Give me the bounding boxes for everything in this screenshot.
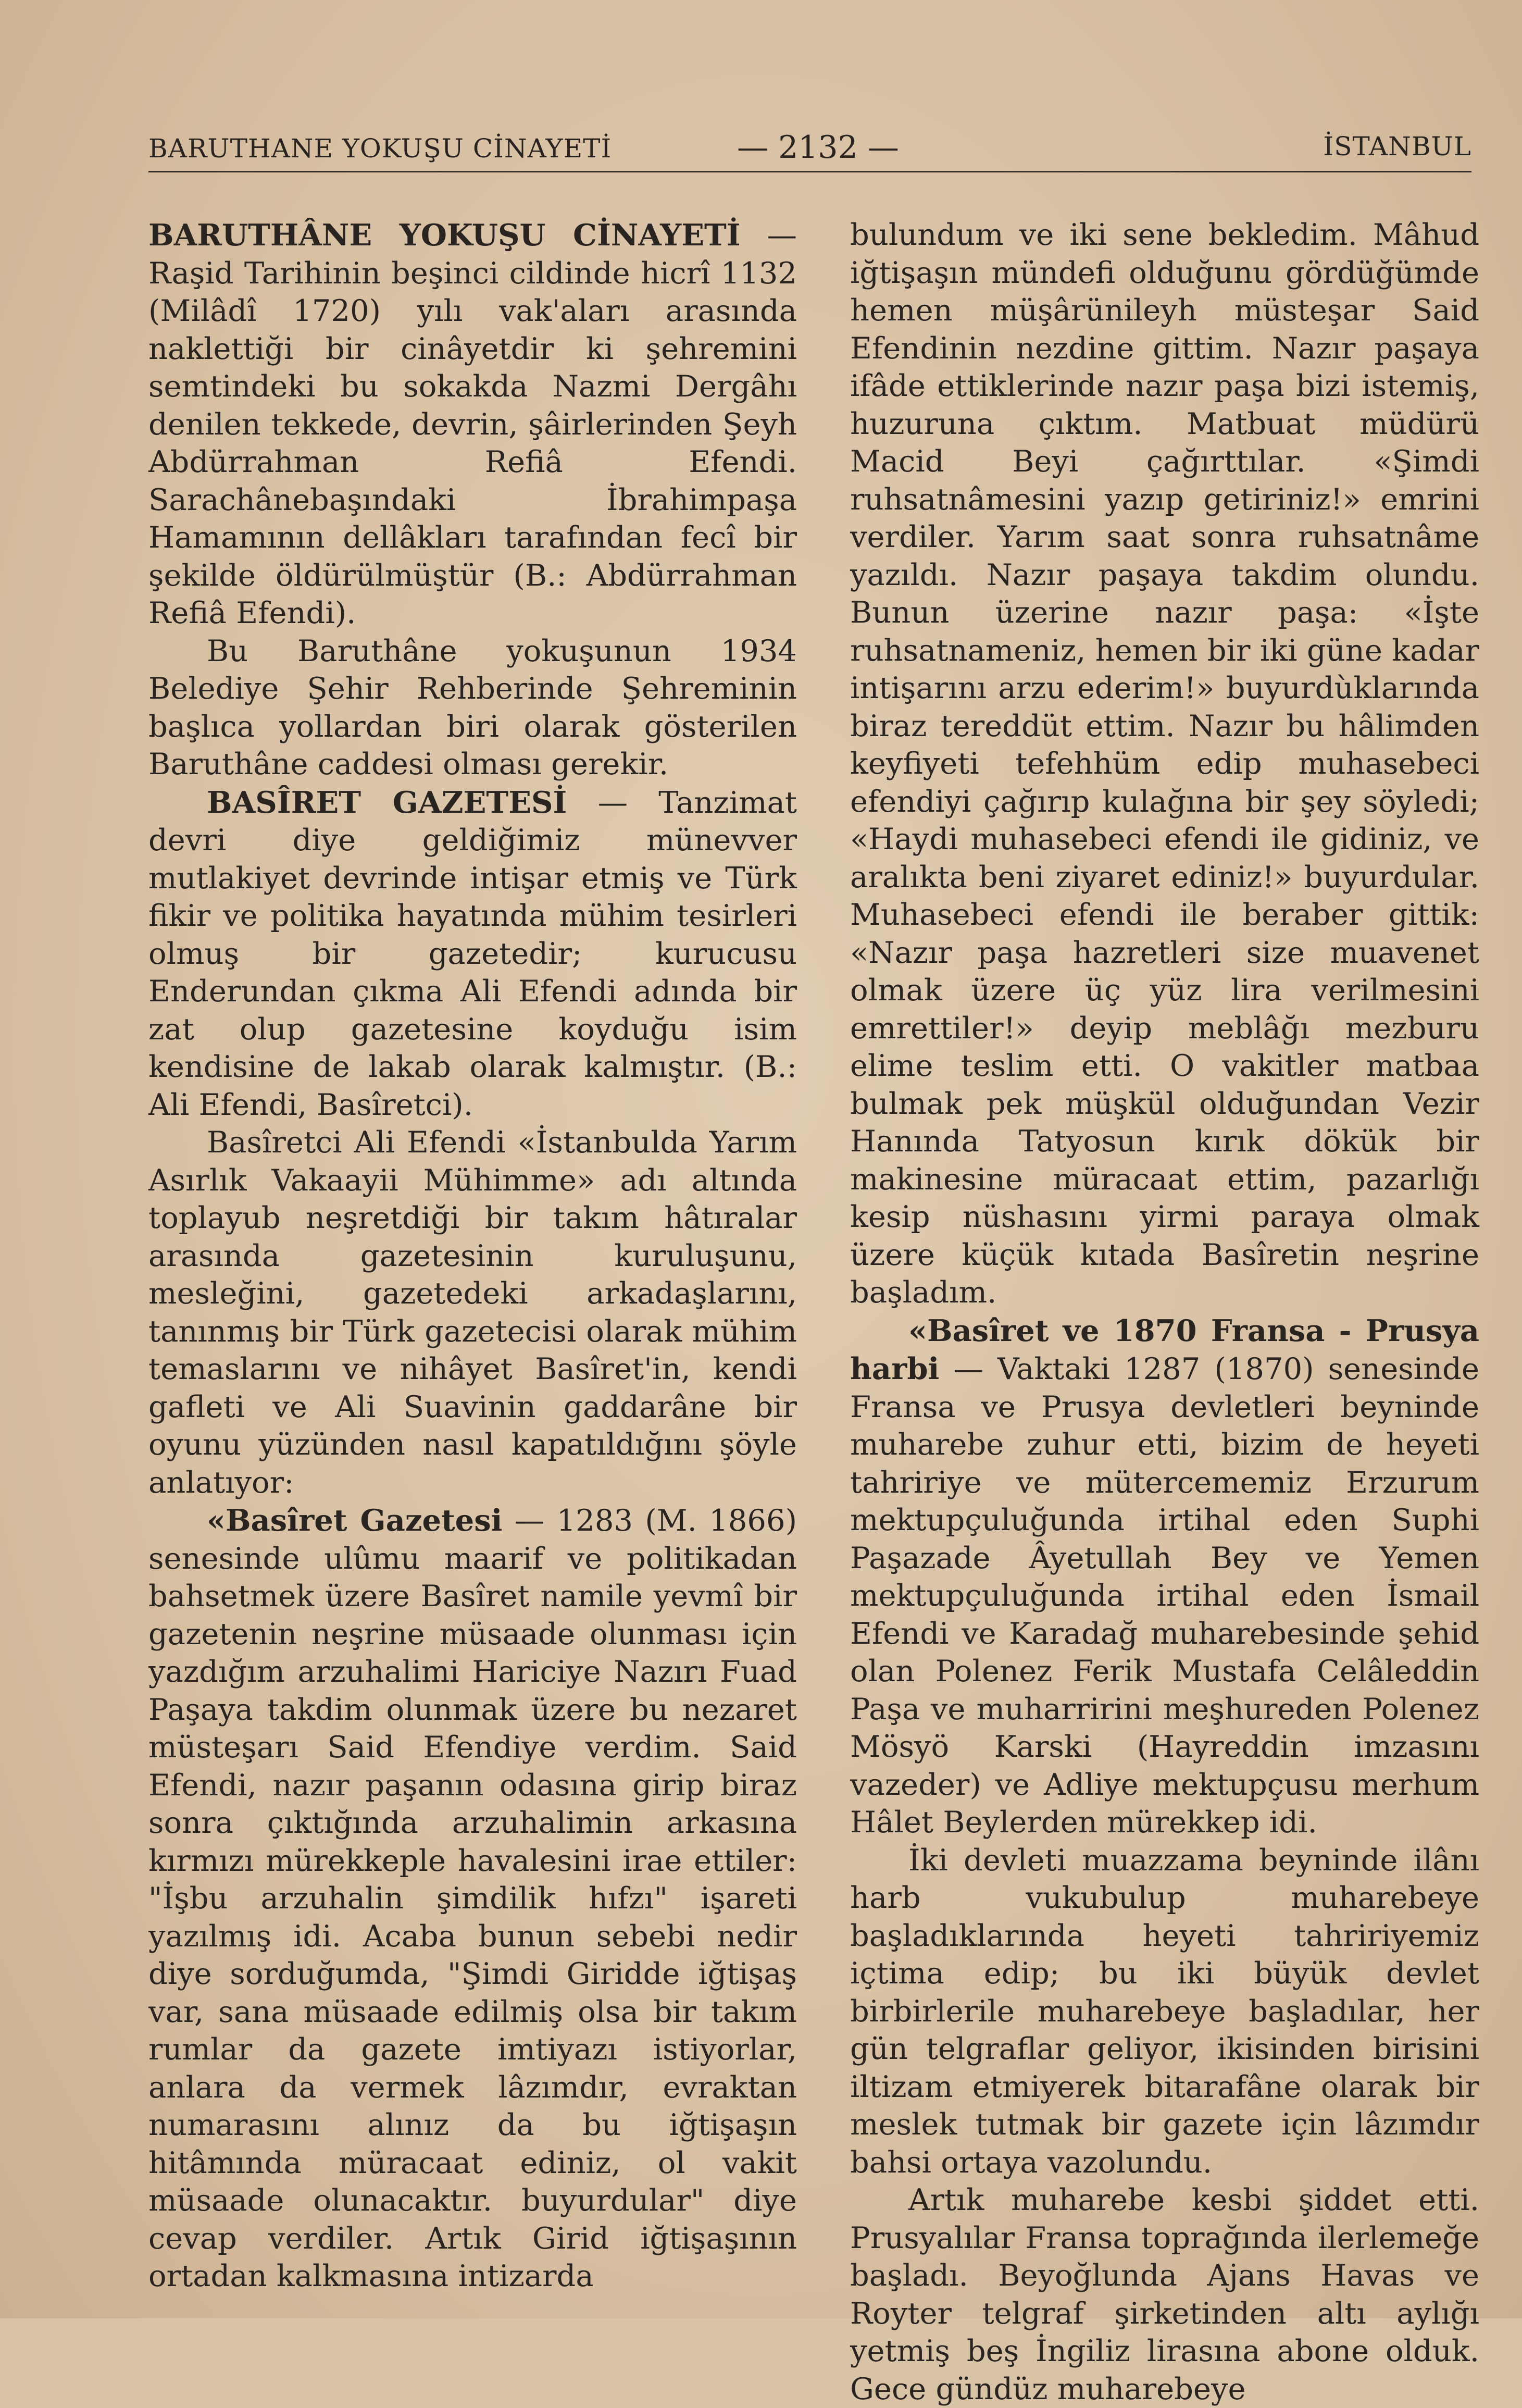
right-column [850, 216, 1479, 2408]
paragraph: Basîretci Ali Efendi «İstanbulda Yarım Asırlık Vakaayii Mühimme» adı altında toplayub neşretdiği bir takım hâtıralar arasında gazetesinin kuruluşunu, mesleğini, gazetedeki arkadaşlarını, tanınmış bir Türk gazetecisi olarak mühim temaslarını ve nihâyet Basîret'in, kendi gafleti ve Ali Suavinin gaddarâne bir oyunu yüzünden nasıl kapatıldığını şöyle anlatıyor: [148, 1125, 797, 1500]
paragraph: bulundum ve iki sene bekledim. Mâhud iğtişaşın mündefi olduğunu gördüğümde hemen müşârünileyh müsteşar Said Efendinin nezdine gittim. Nazır paşaya ifâde ettiklerinde nazır paşa bizi istemiş, huzuruna çıktım. Matbuat müdürü Macid Beyi çağırttılar. «Şimdi ruhsatnâmesini yazıp getiriniz!» emrini verdiler. Yarım saat sonra ruhsatnâme yazıldı. Nazır paşaya takdim olundu. Bunun üzerine nazır paşa: «İşte ruhsatnameniz, hemen bir iki güne kadar intişarını arzu ederim!» buyurdùklarında biraz tereddüt ettim. Nazır bu hâlimden keyfiyeti tefehhüm edip muhasebeci efendiyi çağırıp kulağına bir şey söyledi; «Haydi muhasebeci efendi ile gidiniz, ve aralıkta beni ziyaret ediniz!» buyurdular. Muhasebeci efendi ile beraber gittik: «Nazır paşa hazretleri size muavenet olmak üzere üç yüz lira verilmesini emrettiler!» deyip meblâğı mezburu elime teslim etti. O vakitler matbaa bulmak pek müşkül olduğundan Vezir Hanında Tatyosun kırık dökük bir makinesine müracaat ettim, pazarlığı kesip nüshasını yirmi paraya olmak üzere küçük kıtada Basîretin neşrine başladım. [850, 217, 1479, 1310]
running-header [148, 129, 1471, 172]
page-number: — 2132 — [737, 129, 899, 166]
header-section: İSTANBUL [1323, 131, 1471, 162]
entry-text: — Raşid Tarihinin beşinci cildinde hicrî 1132 (Milâdî 1720) yılı vak'aları arasında naklettiği bir cinâyetdir ki şehremini semtindeki bu sokakda Nazmi Dergâhı denilen tekkede, devrin, şâirlerinden Şeyh Abdürrahman Refiâ Efendi. Sarachânebaşındaki İbrahimpaşa Hamamının dellâkları tarafından fecî bir şekilde öldürülmüştür (B.: Abdürrahman Refiâ Efendi). [148, 218, 797, 630]
entry-baruthane-yokusu [148, 216, 797, 632]
paragraph: Artık muharebe kesbi şiddet etti. Prusyalılar Fransa toprağında ilerlemeğe başladı. Beyoğlunda Ajans Havas ve Royter telgraf şirketinden altı aylığı yetmiş beş İngiliz lirasına abone olduk. Gece gündüz muharebeye [850, 2182, 1479, 2406]
subsection-heading: «Basîret ve 1870 Fransa - Prusya harbi [850, 1312, 1479, 1386]
paragraph: İki devleti muazzama beyninde ilânı harb vukubulup muharebeye başladıklarında heyeti tahririyemiz içtima edip; bu iki büyük devlet birbirlerile muharebeye başladılar, her gün telgraflar geliyor, ikisinden birisini iltizam etmiyerek bitarafâne olarak bir meslek tutmak bir gazete için lâzımdır bahsi ortaya vazolundu. [850, 1842, 1479, 2180]
subsection-text: — Vaktaki 1287 (1870) senesinde Fransa ve Prusya devletleri beyninde muharebe zuhur etti, bizim de heyeti tahririye ve mütercememiz Erzurum mektupçuluğunda irtihal eden Suphi Paşazade Âyetullah Bey ve Yemen mektupçuluğunda irtihal eden İsmail Efendi ve Karadağ muharebesinde şehid olan Polenez Ferik Mustafa Celâleddin Paşa ve muharririni meşhureden Polenez Mösyö Karski (Hayreddin imzasını vazeder) ve Adliye mektupçusu merhum Hâlet Beylerden mürekkep idi. [850, 1351, 1479, 1840]
subsection-basiret-1870 [850, 1312, 1479, 1842]
header-title: BARUTHANE YOKUŞU CİNAYETİ [148, 133, 612, 164]
entry-basiret-gazetesi [148, 784, 797, 1124]
subsection-text: — 1283 (M. 1866) senesinde ulûmu maarif ve politikadan bahsetmek üzere Basîret namile yevmî bir gazetenin neşrine müsaade olunması için yazdığım arzuhalimi Hariciye Nazırı Fuad Paşaya takdim olunmak üzere bu nezaret müsteşarı Said Efendiye verdim. Said Efendi, nazır paşanın odasına girip biraz sonra çıktığında arzuhalimin arkasına kırmızı mürekkeple havalesini irae ettiler: "İşbu arzuhalin şimdilik hıfzı" işareti yazılmış idi. Acaba bunun sebebi nedir diye sorduğumda, "Şimdi Giridde iğtişaş var, sana müsaade edilmiş olsa bir takım rumlar da gazete imtiyazı istiyorlar, anlara da vermek lâzımdır, evraktan numarasını alınız da bu iğtişaşın hitâmında müracaat ediniz, ol vakit müsaade olunacaktır. buyurdular" diye cevap verdiler. Artık Girid iğtişaşının ortadan kalkmasına intizarda [148, 1503, 797, 2293]
left-column [148, 216, 797, 2295]
entry-heading: BASÎRET GAZETESİ [207, 784, 567, 820]
entry-heading: BARUTHÂNE YOKUŞU CİNAYETİ [148, 217, 741, 253]
subsection-basiret-gazetesi [148, 1501, 797, 2295]
subsection-heading: «Basîret Gazetesi [207, 1503, 503, 1538]
entry-text: — Tanzimat devri diye geldiğimiz münevver mutlakiyet devrinde intişar etmiş ve Türk fikir ve politika hayatında mühim tesirleri olmuş bir gazetedir; kurucusu Enderundan çıkma Ali Efendi adında bir zat olup gazetesine koyduğu isim kendisine de lakab olarak kalmıştır. (B.: Ali Efendi, Basîretci). [148, 785, 797, 1122]
paragraph: Bu Baruthâne yokuşunun 1934 Belediye Şehir Rehberinde Şehreminin başlıca yollardan biri olarak gösterilen Baruthâne caddesi olması gerekir. [148, 633, 797, 781]
